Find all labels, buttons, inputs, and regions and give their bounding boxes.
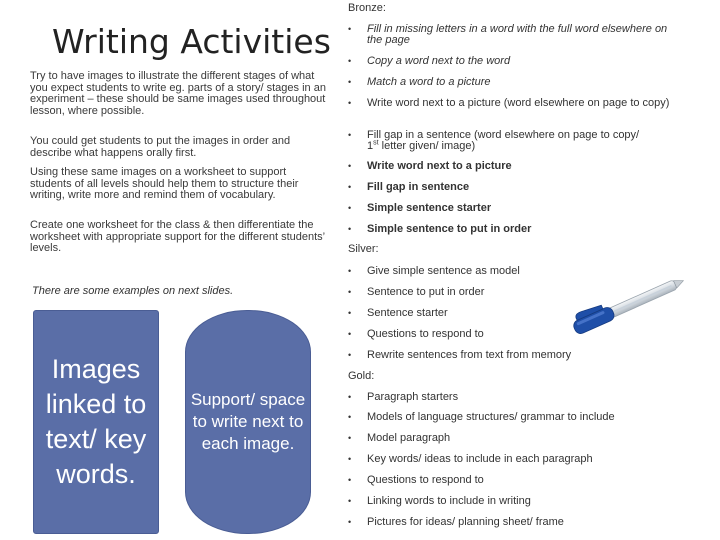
paragraph-differentiate: Create one worksheet for the class & then differentiate the worksheet with appropriate support for the different students’ levels. xyxy=(30,219,325,254)
list-item xyxy=(348,475,673,486)
list-item-text: Questions to respond to xyxy=(367,328,484,340)
bullet-dot: • xyxy=(348,24,352,34)
list-item-text: Rewrite sentences from text from memory xyxy=(367,349,572,361)
pen-icon xyxy=(568,276,690,336)
list-item-text: Simple sentence starter xyxy=(367,202,492,214)
bullet-dot: • xyxy=(348,203,352,213)
list-item-text: Give simple sentence as model xyxy=(367,265,520,277)
bronze-heading: Bronze: xyxy=(348,2,386,14)
list-item-text: Fill in missing letters in a word with the full word elsewhere on the page xyxy=(367,23,668,46)
bullet-dot: • xyxy=(348,224,352,234)
list-item-text: Models of language structures/ grammar to include xyxy=(367,411,615,423)
bullet-dot: • xyxy=(348,77,352,87)
list-item-text: Write word next to a picture (word elsewhere on page to copy) xyxy=(367,97,670,109)
list-item xyxy=(348,392,673,403)
list-item xyxy=(348,130,673,152)
list-item-text: Fill gap in a sentence (word elsewhere on page to copy/ 1st letter given/ image) xyxy=(367,129,640,152)
images-card-text: Images linked to text/ key words. xyxy=(45,354,147,489)
list-item-text: Write word next to a picture xyxy=(367,160,512,172)
list-item-text: Sentence starter xyxy=(367,307,448,319)
bullet-dot: • xyxy=(348,329,352,339)
bullet-dot: • xyxy=(348,350,352,360)
bullet-dot: • xyxy=(348,287,352,297)
list-item-text: Paragraph starters xyxy=(367,391,459,403)
list-item xyxy=(348,454,673,465)
list-item xyxy=(348,24,673,46)
support-card xyxy=(185,310,311,534)
paragraph-images: Try to have images to illustrate the different stages of what you expect students to write eg. parts of a story/ stages in an experiment – these should be same images used throughout lesson, where possible. xyxy=(30,70,326,117)
bullet-dot: • xyxy=(348,454,352,464)
list-item xyxy=(348,56,673,67)
list-item xyxy=(348,224,673,235)
list-item-text: Fill gap in sentence xyxy=(367,181,470,193)
list-item xyxy=(348,182,673,193)
bullet-dot: • xyxy=(348,266,352,276)
bullet-dot: • xyxy=(348,392,352,402)
bullet-dot: • xyxy=(348,517,352,527)
list-item-text: Pictures for ideas/ planning sheet/ frame xyxy=(367,516,564,528)
bullet-dot: • xyxy=(348,433,352,443)
list-item xyxy=(348,98,673,109)
list-item xyxy=(348,517,673,528)
list-item-text: Questions to respond to xyxy=(367,474,484,486)
list-item xyxy=(348,161,673,172)
bullet-dot: • xyxy=(348,496,352,506)
bullet-dot: • xyxy=(348,475,352,485)
list-item xyxy=(348,203,673,214)
support-card-text: Support/ space to write next to each image. xyxy=(190,390,306,453)
bullet-dot: • xyxy=(348,308,352,318)
bullet-dot: • xyxy=(348,182,352,192)
list-item-text: Key words/ ideas to include in each paragraph xyxy=(367,453,593,465)
gold-heading: Gold: xyxy=(348,370,375,382)
list-item-text: Sentence to put in order xyxy=(367,286,485,298)
images-card xyxy=(33,310,159,534)
paragraph-order: You could get students to put the images in order and describe what happens orally first. xyxy=(30,135,291,159)
list-item-text: Match a word to a picture xyxy=(367,76,491,88)
list-item-text: Model paragraph xyxy=(367,432,451,444)
list-item xyxy=(348,350,673,361)
list-item xyxy=(348,433,673,444)
bullet-dot: • xyxy=(348,98,352,108)
list-item-text: Simple sentence to put in order xyxy=(367,223,532,235)
page-title: Writing Activities xyxy=(52,22,331,61)
list-item-text: Copy a word next to the word xyxy=(367,55,511,67)
paragraph-worksheet: Using these same images on a worksheet to support students of all levels should help them to structure their writing, write more and remind them of vocabulary. xyxy=(30,166,299,201)
bullet-dot: • xyxy=(348,130,352,140)
bullet-dot: • xyxy=(348,56,352,66)
silver-heading: Silver: xyxy=(348,243,379,255)
list-item xyxy=(348,496,673,507)
bullet-dot: • xyxy=(348,161,352,171)
list-item xyxy=(348,412,673,423)
list-item-text: Linking words to include in writing xyxy=(367,495,531,507)
list-item xyxy=(348,77,673,88)
examples-note: There are some examples on next slides. xyxy=(32,285,234,297)
bullet-dot: • xyxy=(348,412,352,422)
